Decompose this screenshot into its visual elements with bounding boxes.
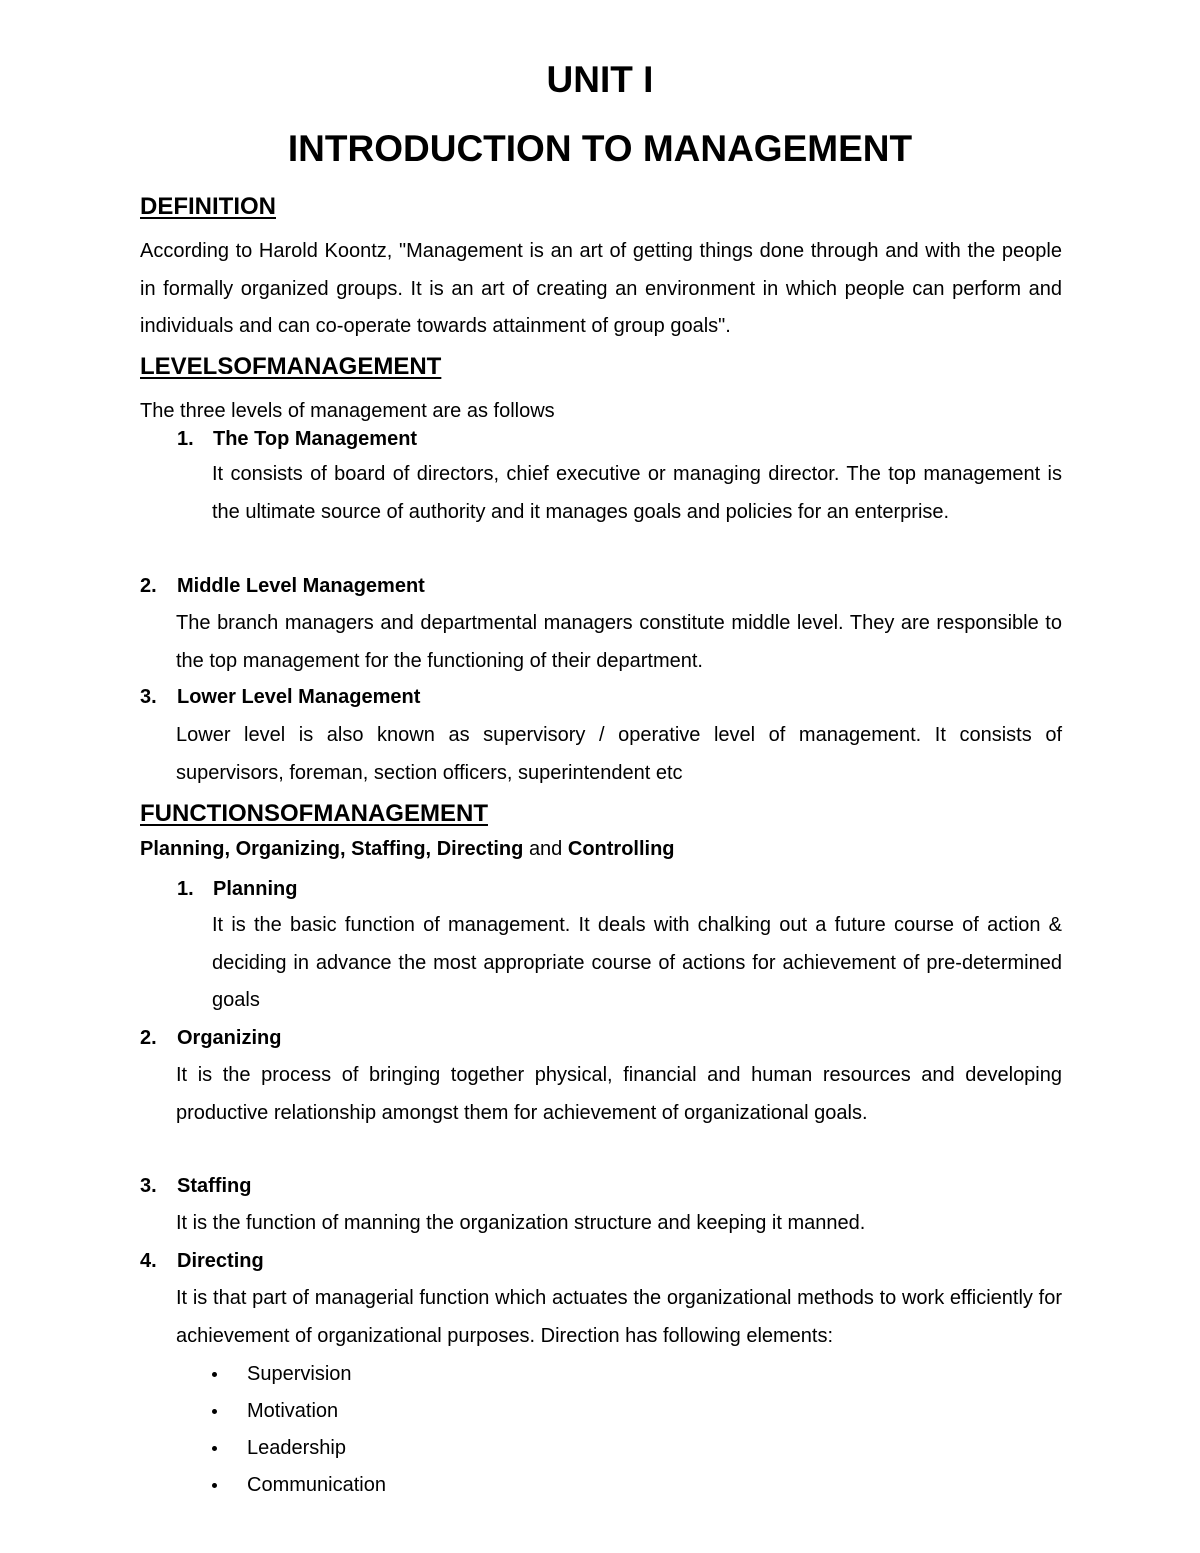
- level-3-title: Lower Level Management: [177, 686, 421, 708]
- summary-staffing: Staffing,: [351, 838, 432, 860]
- level-1-text: It consists of board of directors, chief executive or managing director. The top management is the ultimate source of authority and it manages goals and policies for an enterprise.: [212, 463, 1062, 523]
- level-1-title: The Top Management: [213, 428, 418, 450]
- level-3-number: 3.: [140, 686, 157, 708]
- functions-summary: [140, 837, 675, 861]
- level-3-text: Lower level is also known as supervisory / operative level of management. It consists of supervisors, foreman, section officers, superintendent etc: [176, 724, 1062, 784]
- bullet-icon: [212, 1372, 217, 1377]
- summary-and: and: [528, 838, 563, 860]
- bullet-icon: [212, 1483, 217, 1488]
- level-2-number: 2.: [140, 575, 157, 597]
- function-1-title: Planning: [213, 878, 298, 900]
- levels-heading: LEVELSOFMANAGEMENT: [140, 353, 442, 380]
- direction-element-item: Supervision: [247, 1363, 352, 1385]
- summary-controlling: Controlling: [567, 838, 675, 860]
- unit-title: UNIT I: [546, 59, 654, 100]
- function-2-text: It is the process of bringing together physical, financial and human resources and developing productive relationship amongst them for achievement of organizational goals.: [176, 1064, 1062, 1124]
- function-2-title: Organizing: [177, 1027, 282, 1049]
- bullet-icon: [212, 1446, 217, 1451]
- direction-element-item: Motivation: [247, 1400, 339, 1422]
- levels-intro: The three levels of management are as follows: [140, 400, 555, 422]
- bullet-icon: [212, 1409, 217, 1414]
- summary-planning: Planning,: [140, 838, 230, 860]
- level-2-title: Middle Level Management: [177, 575, 425, 597]
- function-3-number: 3.: [140, 1175, 157, 1197]
- function-3-title: Staffing: [177, 1175, 252, 1197]
- function-4-number: 4.: [140, 1250, 157, 1272]
- function-4-text: It is that part of managerial function which actuates the organizational methods to work efficiently for achievement of organizational purposes. Direction has following elements:: [176, 1287, 1062, 1347]
- main-title: INTRODUCTION TO MANAGEMENT: [287, 128, 913, 169]
- function-4-title: Directing: [177, 1250, 264, 1272]
- definition-text: According to Harold Koontz, "Management is an art of getting things done through and with the people in formally organized groups. It is an art of creating an environment in which people can perform and individuals and can co-operate towards attainment of group goals".: [140, 240, 1062, 337]
- summary-organizing: Organizing,: [235, 838, 346, 860]
- direction-element-item: Leadership: [247, 1437, 346, 1459]
- function-2-number: 2.: [140, 1027, 157, 1049]
- function-1-text: It is the basic function of management. It deals with chalking out a future course of action & deciding in advance the most appropriate course of actions for achievement of pre-determined goals: [212, 914, 1062, 1011]
- level-1-number: 1.: [177, 428, 194, 450]
- level-2-text: The branch managers and departmental managers constitute middle level. They are responsible to the top management for the functioning of their department.: [176, 612, 1062, 672]
- definition-heading: DEFINITION: [140, 193, 276, 220]
- summary-directing: Directing: [436, 838, 524, 860]
- direction-element-item: Communication: [247, 1474, 386, 1496]
- function-3-text: It is the function of manning the organization structure and keeping it manned.: [176, 1212, 866, 1234]
- function-1-number: 1.: [177, 878, 194, 900]
- functions-heading: FUNCTIONSOFMANAGEMENT: [140, 800, 488, 827]
